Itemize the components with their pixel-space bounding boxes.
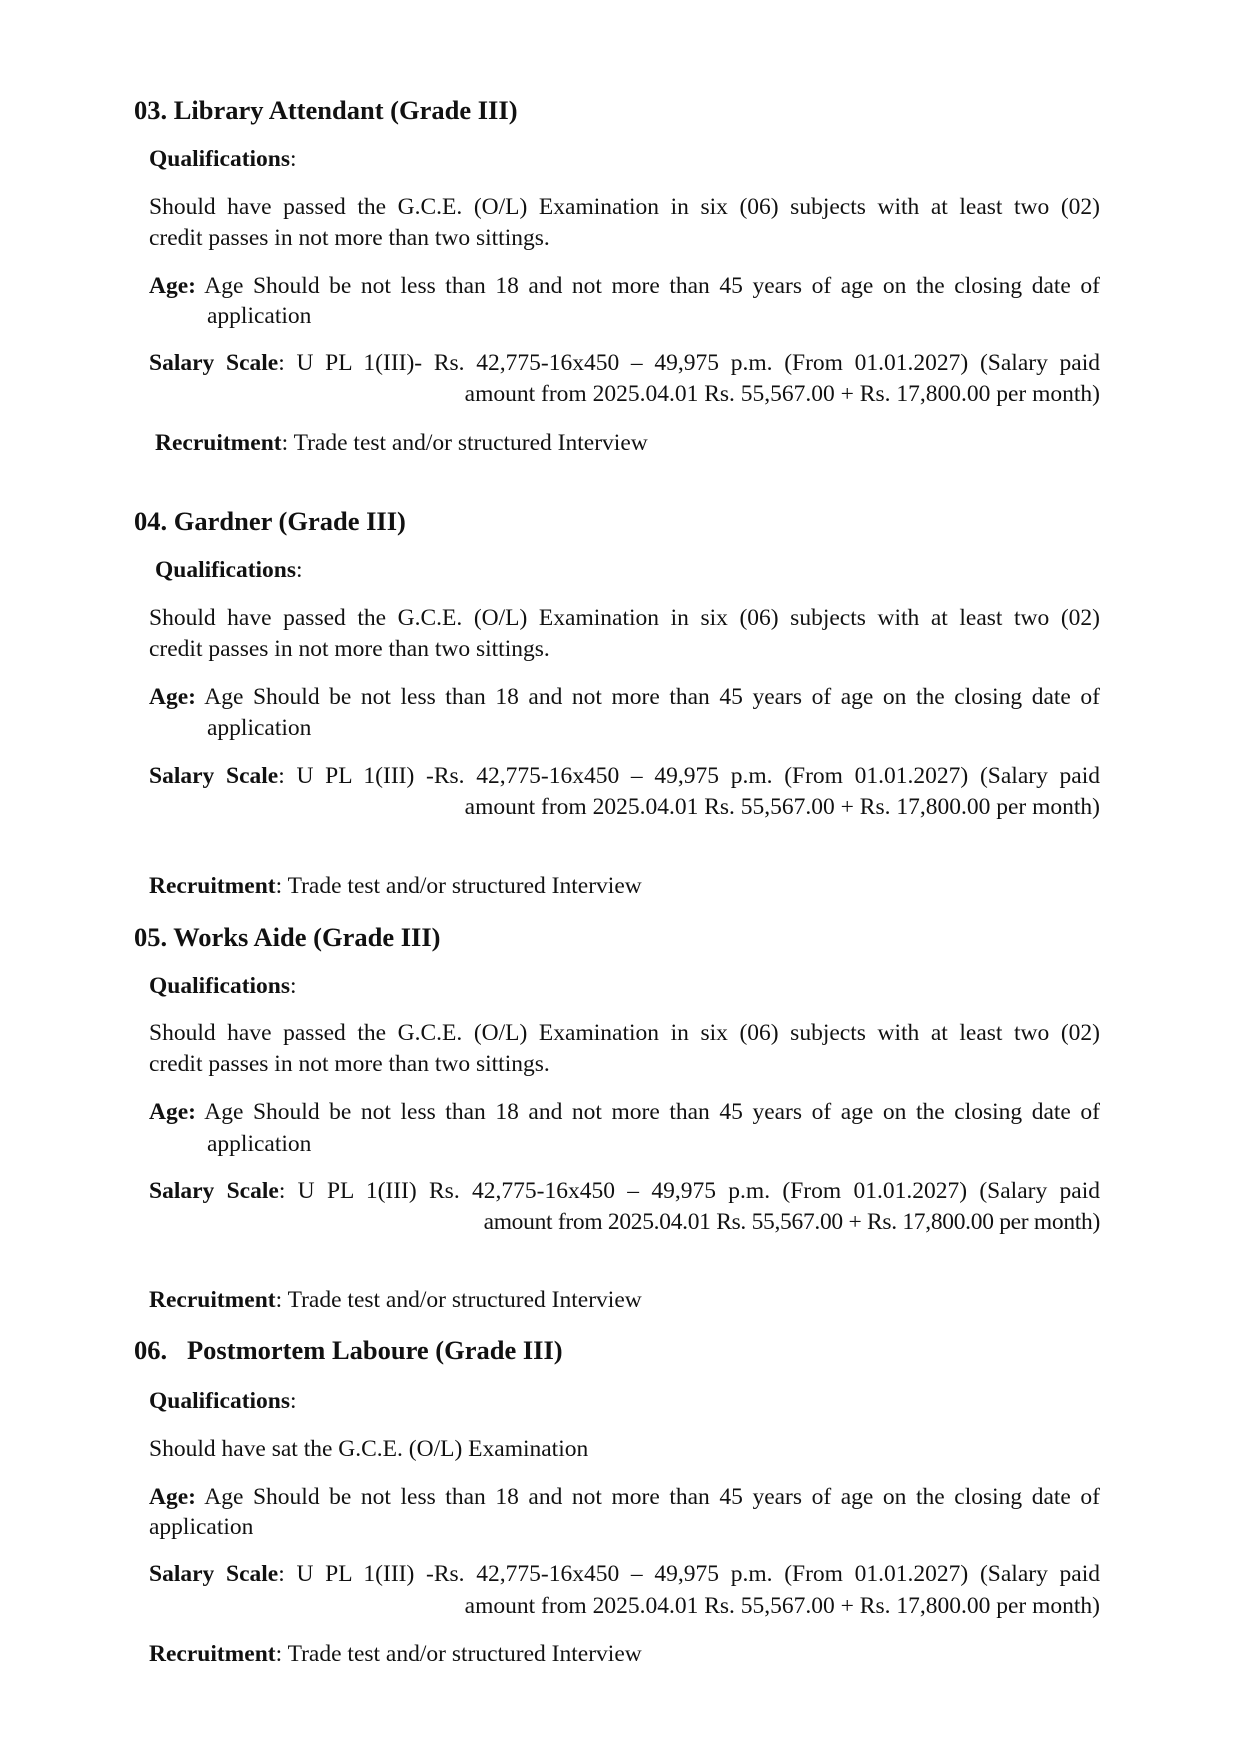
qualifications-text: Should have passed the G.C.E. (O/L) Examination in six (06) subjects with at least two (02)	[149, 1020, 1100, 1046]
age-text-cont: application	[207, 303, 312, 329]
colon: :	[290, 146, 297, 172]
recruitment-text: : Trade test and/or structured Interview	[275, 1641, 642, 1667]
section-heading: 04. Gardner (Grade III)	[134, 506, 406, 536]
qualifications-text-cont: credit passes in not more than two sittings.	[149, 1051, 550, 1077]
recruitment-row	[149, 1639, 642, 1669]
colon: :	[296, 557, 303, 583]
age-text: Age Should be not less than 18 and not more than 45 years of age on the closing date of	[195, 1099, 1100, 1125]
salary-text: : U PL 1(III) -Rs. 42,775-16x450 – 49,975 p.m. (From 01.01.2027) (Salary paid	[278, 1561, 1101, 1587]
salary-text-cont: amount from 2025.04.01 Rs. 55,567.00 + Rs. 17,800.00 per month)	[483, 1209, 1100, 1235]
colon: :	[290, 1388, 297, 1414]
recruitment-text: : Trade test and/or structured Interview	[281, 430, 648, 456]
qualifications-label-row	[149, 1386, 297, 1416]
recruitment-row	[149, 1285, 642, 1315]
salary-label: Salary Scale	[149, 763, 279, 789]
age-row	[149, 682, 1100, 712]
age-text-cont: application	[207, 1131, 312, 1157]
salary-row	[149, 348, 1100, 378]
age-label: Age:	[149, 684, 196, 710]
age-text-cont: application	[207, 715, 312, 741]
age-text: Age Should be not less than 18 and not more than 45 years of age on the closing date of	[195, 684, 1100, 710]
qualifications-label: Qualifications	[149, 146, 291, 172]
qualifications-text-cont: credit passes in not more than two sittings.	[149, 225, 550, 251]
salary-row	[149, 761, 1100, 791]
recruitment-text: : Trade test and/or structured Interview	[275, 873, 642, 899]
age-text: Age Should be not less than 18 and not more than 45 years of age on the closing date of	[195, 273, 1100, 299]
recruitment-label: Recruitment	[155, 430, 282, 456]
salary-text-cont: amount from 2025.04.01 Rs. 55,567.00 + Rs. 17,800.00 per month)	[464, 794, 1100, 820]
qualifications-text: Should have sat the G.C.E. (O/L) Examination	[149, 1436, 589, 1462]
age-text: Age Should be not less than 18 and not more than 45 years of age on the closing date of	[195, 1484, 1100, 1510]
qualifications-label: Qualifications	[149, 1388, 291, 1414]
salary-text: : U PL 1(III) Rs. 42,775-16x450 – 49,975 p.m. (From 01.01.2027) (Salary paid	[278, 1178, 1100, 1204]
section-heading: 03. Library Attendant (Grade III)	[134, 95, 518, 125]
recruitment-label: Recruitment	[149, 1641, 276, 1667]
salary-text: : U PL 1(III)- Rs. 42,775-16x450 – 49,975 p.m. (From 01.01.2027) (Salary paid	[278, 350, 1101, 376]
salary-text-cont: amount from 2025.04.01 Rs. 55,567.00 + Rs. 17,800.00 per month)	[464, 1593, 1100, 1619]
recruitment-text: : Trade test and/or structured Interview	[275, 1287, 642, 1313]
section-heading: 05. Works Aide (Grade III)	[134, 922, 441, 952]
qualifications-label-row	[155, 555, 303, 585]
salary-text: : U PL 1(III) -Rs. 42,775-16x450 – 49,975 p.m. (From 01.01.2027) (Salary paid	[278, 763, 1101, 789]
qualifications-text: Should have passed the G.C.E. (O/L) Examination in six (06) subjects with at least two (02)	[149, 605, 1100, 631]
recruitment-row	[149, 871, 642, 901]
salary-row	[149, 1176, 1100, 1206]
age-row	[149, 1097, 1100, 1127]
qualifications-label-row	[149, 144, 297, 174]
age-text-cont: application	[149, 1514, 254, 1540]
recruitment-label: Recruitment	[149, 873, 276, 899]
age-row	[149, 271, 1100, 301]
qualifications-label-row	[149, 971, 297, 1001]
qualifications-label: Qualifications	[155, 557, 297, 583]
age-label: Age:	[149, 1099, 196, 1125]
recruitment-label: Recruitment	[149, 1287, 276, 1313]
salary-label: Salary Scale	[149, 1561, 279, 1587]
qualifications-text-cont: credit passes in not more than two sittings.	[149, 636, 550, 662]
qualifications-label: Qualifications	[149, 973, 291, 999]
qualifications-text: Should have passed the G.C.E. (O/L) Examination in six (06) subjects with at least two (02)	[149, 194, 1100, 220]
age-label: Age:	[149, 1484, 196, 1510]
age-row	[149, 1482, 1100, 1512]
salary-row	[149, 1559, 1100, 1589]
salary-text-cont: amount from 2025.04.01 Rs. 55,567.00 + Rs. 17,800.00 per month)	[464, 381, 1100, 407]
age-label: Age:	[149, 273, 196, 299]
colon: :	[290, 973, 297, 999]
salary-label: Salary Scale	[149, 1178, 279, 1204]
section-heading: 06. Postmortem Laboure (Grade III)	[134, 1335, 563, 1365]
salary-label: Salary Scale	[149, 350, 279, 376]
recruitment-row	[155, 428, 648, 458]
